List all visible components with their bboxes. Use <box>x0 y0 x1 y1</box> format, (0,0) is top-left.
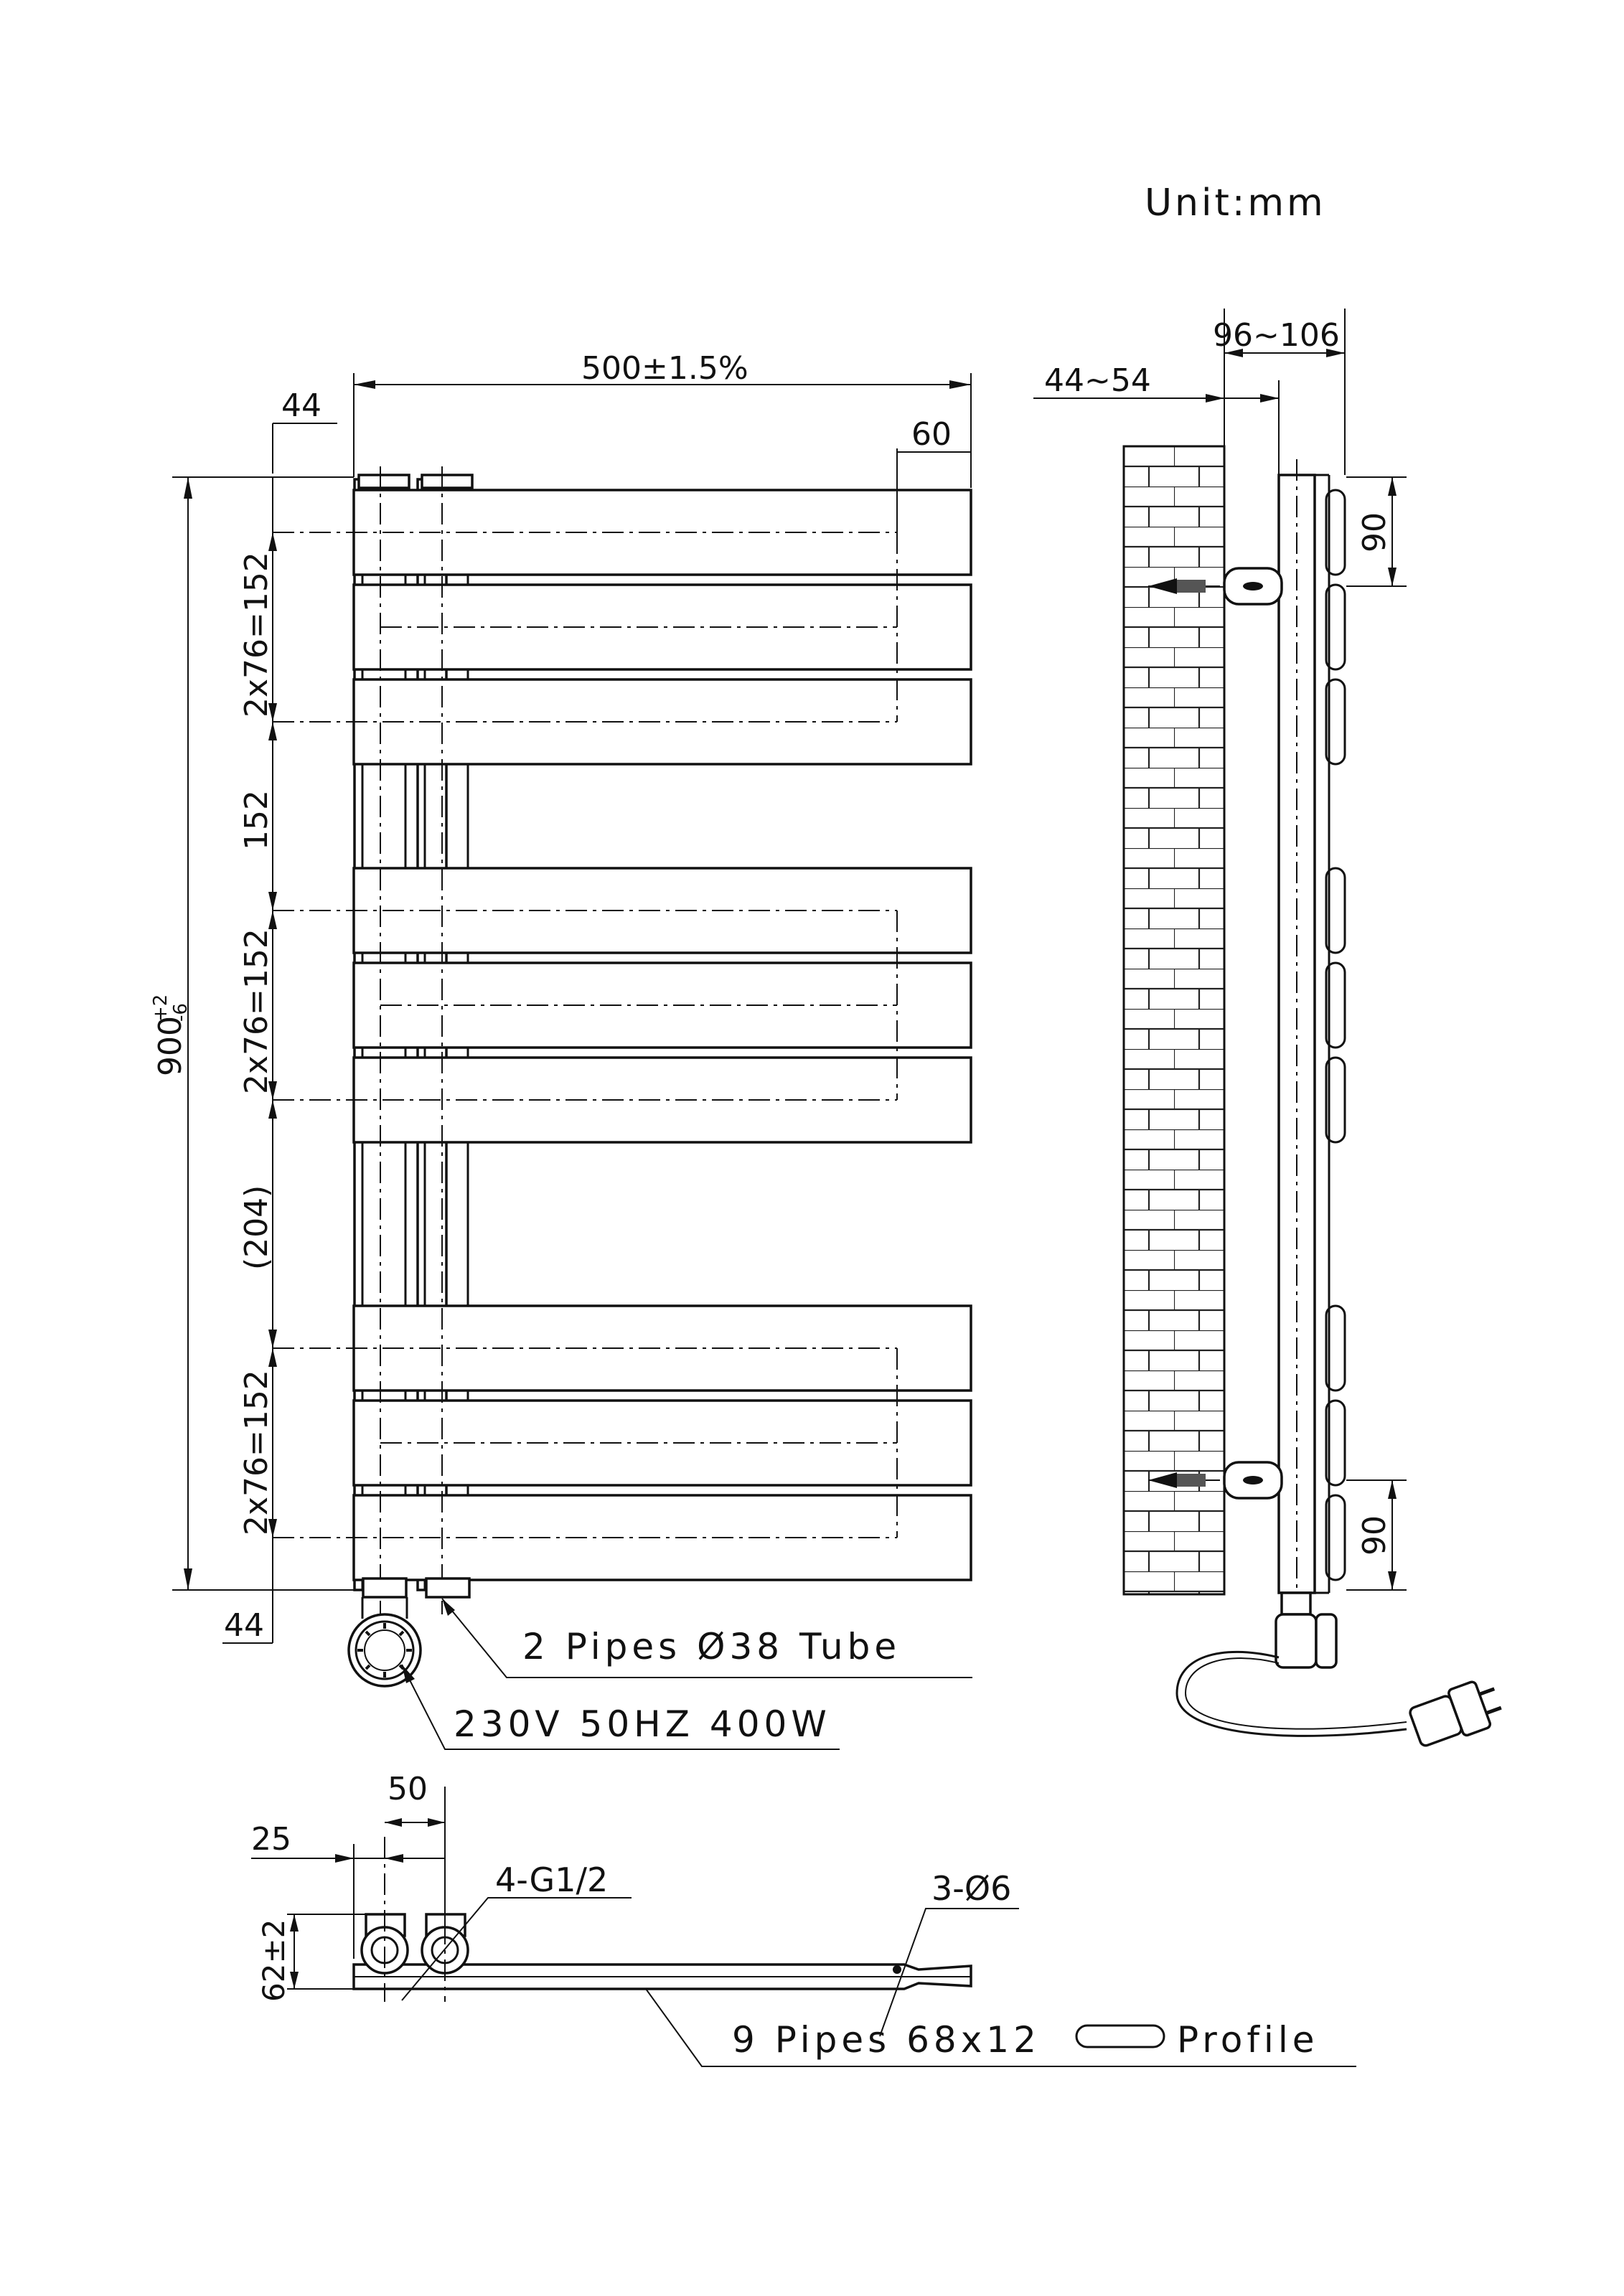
side-view <box>1033 309 1506 1751</box>
brick-wall <box>1124 446 1224 1594</box>
width-label: 500±1.5% <box>581 350 748 387</box>
bottom-view <box>251 1771 1356 2066</box>
holes-label: 3-Ø6 <box>931 1869 1012 1908</box>
overall-depth-label: 96~106 <box>1213 317 1340 354</box>
unit-label: Unit:mm <box>1145 182 1326 225</box>
height-tol-minus: -6 <box>170 1003 192 1022</box>
profile-label-2: Profile <box>1177 2019 1319 2061</box>
front-view <box>273 466 971 1686</box>
connection-label: 4-G1/2 <box>495 1860 609 1899</box>
height-tol-plus: +2 <box>150 994 172 1022</box>
height-label-bottom: 62±2 <box>256 1919 291 2002</box>
plug-icon <box>1407 1675 1506 1751</box>
top-bracket-label: 90 <box>1356 512 1393 552</box>
height-label: 900 <box>152 1016 189 1076</box>
power-label: 230V 50HZ 400W <box>454 1703 831 1745</box>
heating-element-body <box>1276 1614 1316 1667</box>
gap2-label: (204) <box>238 1185 275 1270</box>
wall-depth-label: 44~54 <box>1044 362 1151 399</box>
profile-shape-icon <box>1076 2026 1164 2047</box>
group1-label: 2x76=152 <box>238 552 275 718</box>
spacing-label: 50 <box>388 1771 428 1807</box>
left-offset-label: 44 <box>281 387 321 424</box>
right-offset-label: 60 <box>911 416 952 453</box>
group2-label: 2x76=152 <box>238 928 275 1094</box>
gap1-label: 152 <box>238 790 275 850</box>
bottom-bracket-label: 90 <box>1356 1515 1393 1556</box>
bottom-offset-label: 44 <box>224 1607 264 1644</box>
flat-bars <box>354 490 971 1580</box>
pipes-label: 2 Pipes Ø38 Tube <box>522 1626 901 1667</box>
group3-label: 2x76=152 <box>238 1370 275 1535</box>
offset-label: 25 <box>251 1821 291 1858</box>
profile-label-1: 9 Pipes 68x12 <box>732 2019 1041 2061</box>
